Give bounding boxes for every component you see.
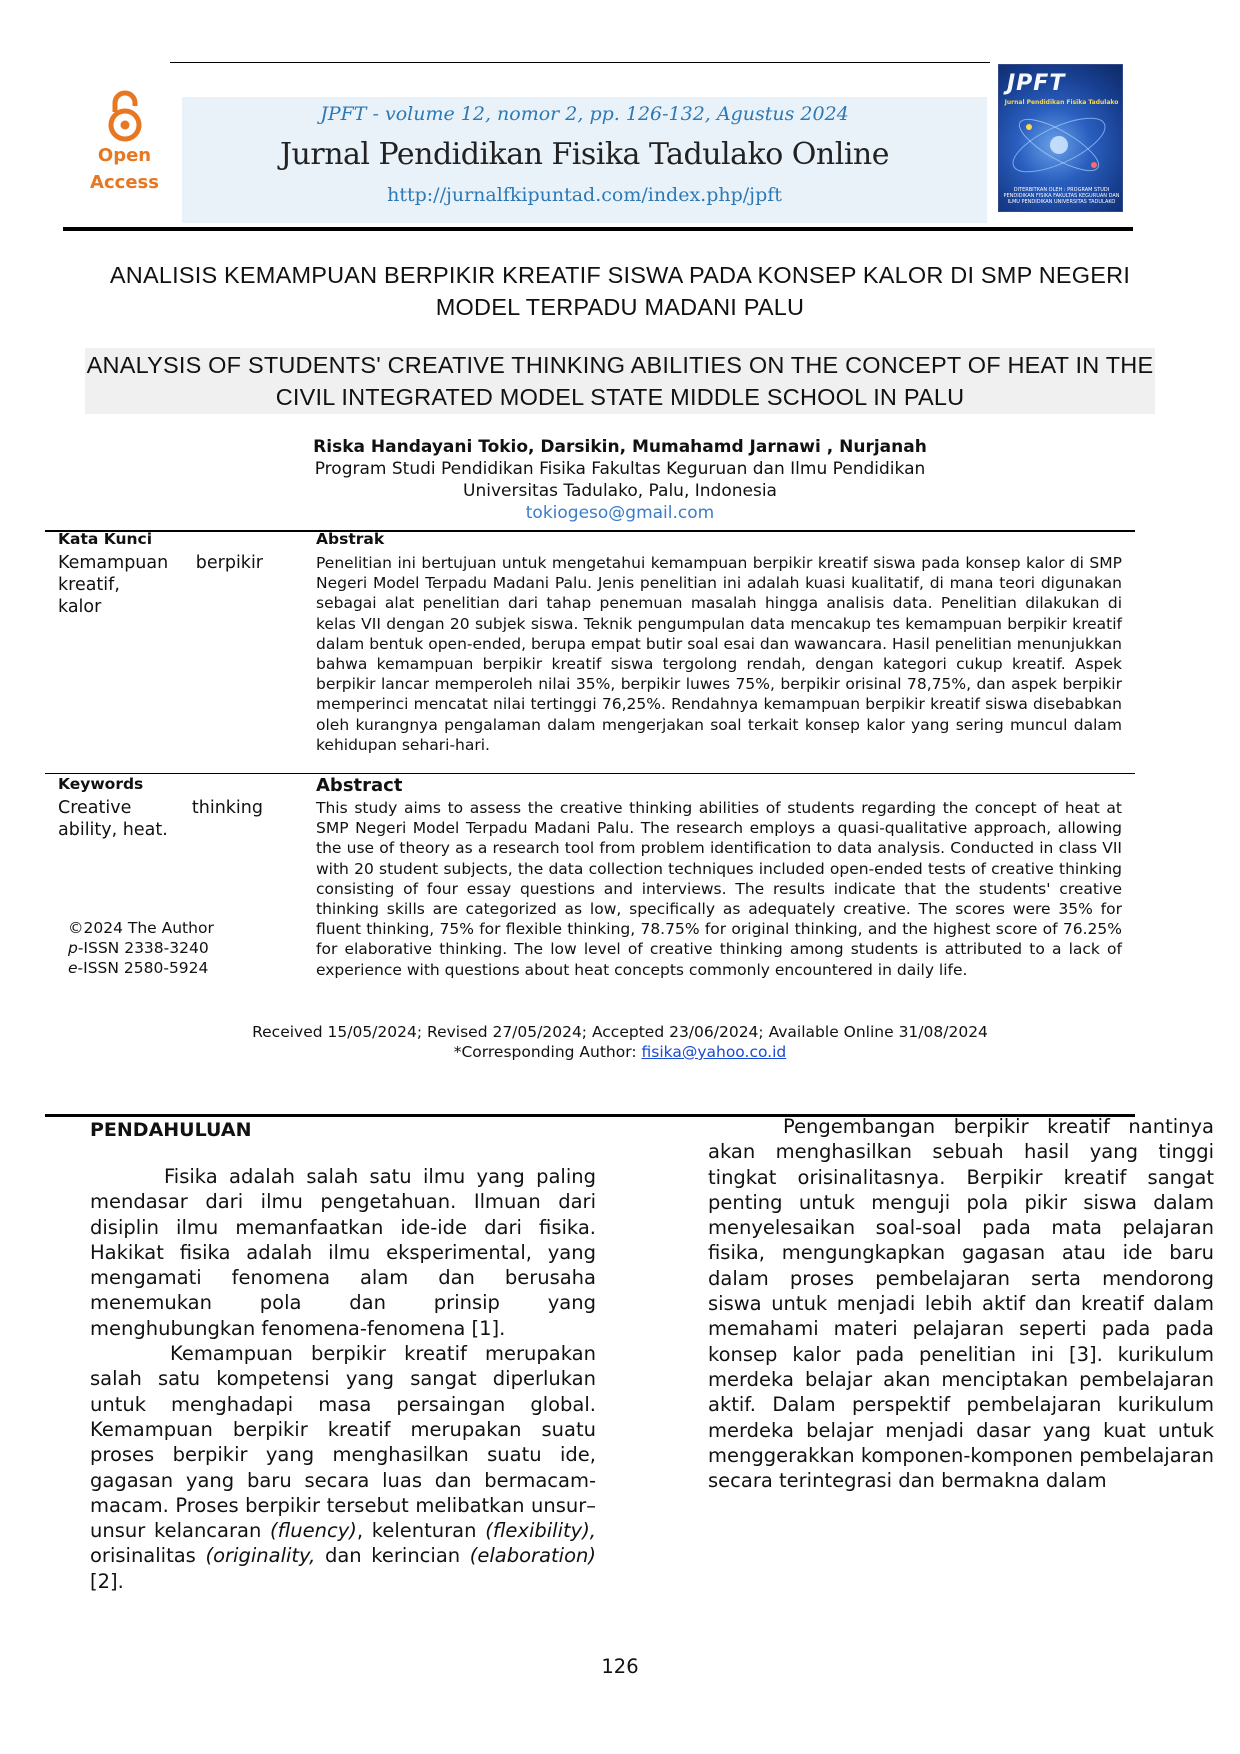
header-top-rule: [170, 62, 990, 63]
paper-title-indonesian: ANALISIS KEMAMPUAN BERPIKIR KREATIF SISWA PADA KONSEP KALOR DI SMP NEGERI MODEL TERPADU MADANI PALU: [109, 262, 1131, 320]
left-column: [90, 1164, 596, 1594]
journal-header: [182, 97, 987, 223]
journal-abbr: JPFT: [320, 103, 367, 125]
abstract-label: Abstract: [316, 775, 403, 796]
journal-cover-image: [998, 64, 1123, 212]
journal-url[interactable]: http://jurnalfkipuntad.com/index.php/jpft: [387, 184, 782, 206]
cover-title: JPFT: [1007, 71, 1066, 96]
copyright-line: ©2024 The Author: [68, 919, 214, 937]
page-number: 126: [601, 1655, 639, 1678]
e-issn: e-ISSN 2580-5924: [68, 959, 209, 977]
keywords-text: [58, 797, 263, 841]
copyright-block: [68, 918, 214, 978]
corresponding-label: *Corresponding Author:: [453, 1043, 642, 1061]
corresponding-email-link[interactable]: fisika@yahoo.co.id: [641, 1043, 787, 1061]
kata-kunci-line: Kemampuan berpikir: [58, 553, 263, 573]
abstract-top-rule: [45, 530, 1135, 532]
open-access-text-2: Access: [90, 172, 159, 193]
keywords-label: Keywords: [58, 775, 144, 793]
author-list: Riska Handayani Tokio, Darsikin, Mumahamd Jarnawi , Nurjanah: [313, 437, 927, 457]
affiliation-line-2: Universitas Tadulako, Palu, Indonesia: [463, 481, 777, 501]
affiliation-line-1: Program Studi Pendidikan Fisika Fakultas Keguruan dan Ilmu Pendidikan: [314, 459, 926, 479]
abstrak-text: Penelitian ini bertujuan untuk mengetahui kemampuan berpikir kreatif siswa pada konsep kalor di SMP Negeri Model Terpadu Madani Palu. Jenis penelitian ini adalah kuasi kualitatif, di mana teori digunakan sebagai alat penelitian dari tahap penemuan masalah hingga analisis data. Penelitian dilakukan di kelas VII dengan 20 subjek siswa. Teknik pengumpulan data mencakup tes kemampuan berpikir kreatif dalam bentuk open-ended, berupa empat butir soal esai dan wawancara. Hasil penelitian menunjukkan bahwa kemampuan berpikir kreatif siswa tergolong rendah, dengan kategori cukup kreatif. Aspek berpikir lancar memperoleh nilai 35%, berpikir luwes 75%, berpikir orisinal 78,75%, dan aspek berpikir memperinci mencatat nilai tertinggi 76,25%. Rendahnya kemampuan berpikir kreatif siswa disebabkan oleh kurangnya pengalaman dalam mengerjakan soal terkait konsep kalor yang sering muncul dalam kehidupan sehari-hari.: [316, 554, 1122, 754]
abstrak-label: Abstrak: [316, 530, 385, 548]
keywords-line: Creative thinking: [58, 798, 263, 818]
p-issn: p-ISSN 2338-3240: [68, 939, 209, 957]
cover-footer: DITERBITKAN OLEH : PROGRAM STUDI PENDIDIKAN FISIKA FAKULTAS KEGURUAN DAN ILMU PENDIDIKAN UNIVERSITAS TADULAKO: [1003, 187, 1120, 205]
paragraph: Kemampuan berpikir kreatif merupakan salah satu kompetensi yang sangat diperlukan untuk menghadapi masa persaingan global. Kemampuan berpikir kreatif merupakan suatu proses berpikir yang menghasilkan suatu ide, gagasan yang baru secara luas dan bermacam-macam. Proses berpikir tersebut melibatkan unsur–unsur kelancaran (fluency), kelenturan (flexibility), orisinalitas (originality, dan kerincian (elaboration) [2].: [90, 1342, 597, 1593]
kata-kunci-line: kreatif,: [58, 575, 120, 595]
kata-kunci-label: Kata Kunci: [58, 530, 153, 548]
paper-title-english: ANALYSIS OF STUDENTS' CREATIVE THINKING ABILITIES ON THE CONCEPT OF HEAT IN THE CIVIL INTEGRATED MODEL STATE MIDDLE SCHOOL IN PALU: [86, 352, 1154, 410]
right-column: [708, 1114, 1214, 1493]
header-bottom-rule: [63, 227, 1133, 231]
volume-details: - volume 12, nomor 2, pp. 126-132, Agustus 2024: [366, 103, 849, 125]
abstract-middle-rule: [45, 773, 1135, 774]
journal-title: Jurnal Pendidikan Fisika Tadulako Online: [280, 137, 889, 172]
corresponding-author: [85, 1042, 1155, 1062]
abstract-text: This study aims to assess the creative thinking abilities of students regarding the concept of heat at SMP Negeri Model Terpadu Madani Palu. The research employs a quasi-qualitative approach, allowing the use of theory as a research tool from problem identification to data analysis. Conducted in class VII with 20 student subjects, the data collection techniques included open-ended tests of creative thinking consisting of four essay questions and interviews. The results indicate that the students' creative thinking skills are categorized as low, specifically as adequately creative. The scores were 35% for fluent thinking, 75% for flexible thinking, 78.75% for original thinking, and the highest score of 76.25% for elaborative thinking. The low level of creative thinking among students is attributed to a lack of experience with questions about heat concepts commonly encountered in daily life.: [316, 799, 1122, 979]
open-access-lock-icon: [106, 90, 144, 142]
author-email-link[interactable]: tokiogeso@gmail.com: [525, 503, 715, 523]
volume-info: [182, 103, 987, 125]
paragraph: Fisika adalah salah satu ilmu yang paling mendasar dari ilmu pengetahuan. Ilmuan dari disiplin ilmu memanfaatkan ide-ide dari fisika. Hakikat fisika adalah ilmu eksperimental, yang mengamati fenomena alam dan berusaha menemukan pola dan prinsip yang menghubungkan fenomena-fenomena [1].: [90, 1165, 596, 1340]
cover-subtitle: Jurnal Pendidikan Fisika Tadulako: [1004, 99, 1119, 106]
kata-kunci-line: kalor: [58, 597, 102, 617]
open-access-logo: [72, 90, 177, 196]
article-dates: Received 15/05/2024; Revised 27/05/2024; Accepted 23/06/2024; Available Online 31/08/2024: [252, 1023, 988, 1041]
keywords-line: ability, heat.: [58, 820, 168, 840]
paragraph: Pengembangan berpikir kreatif nantinya akan menghasilkan sebuah hasil yang tinggi tingkat orisinalitasnya. Berpikir kreatif sangat penting untuk menguji pola pikir siswa dalam menyelesaikan soal-soal pada mata pelajaran fisika, mengungkapkan gagasan atau ide baru dalam proses pembelajaran serta mendorong siswa untuk menjadi lebih aktif dan kreatif dalam memahami materi pelajaran seperti pada pada konsep kalor pada penelitian ini [3]. kurikulum merdeka belajar akan menciptakan pembelajaran aktif. Dalam perspektif pembelajaran kurikulum merdeka belajar menjadi dasar yang kuat untuk menggerakkan komponen-komponen pembelajaran secara terintegrasi dan bermakna dalam: [708, 1115, 1214, 1493]
open-access-text-1: Open: [97, 145, 152, 166]
kata-kunci-text: [58, 552, 263, 618]
section-heading: PENDAHULUAN: [90, 1119, 252, 1141]
